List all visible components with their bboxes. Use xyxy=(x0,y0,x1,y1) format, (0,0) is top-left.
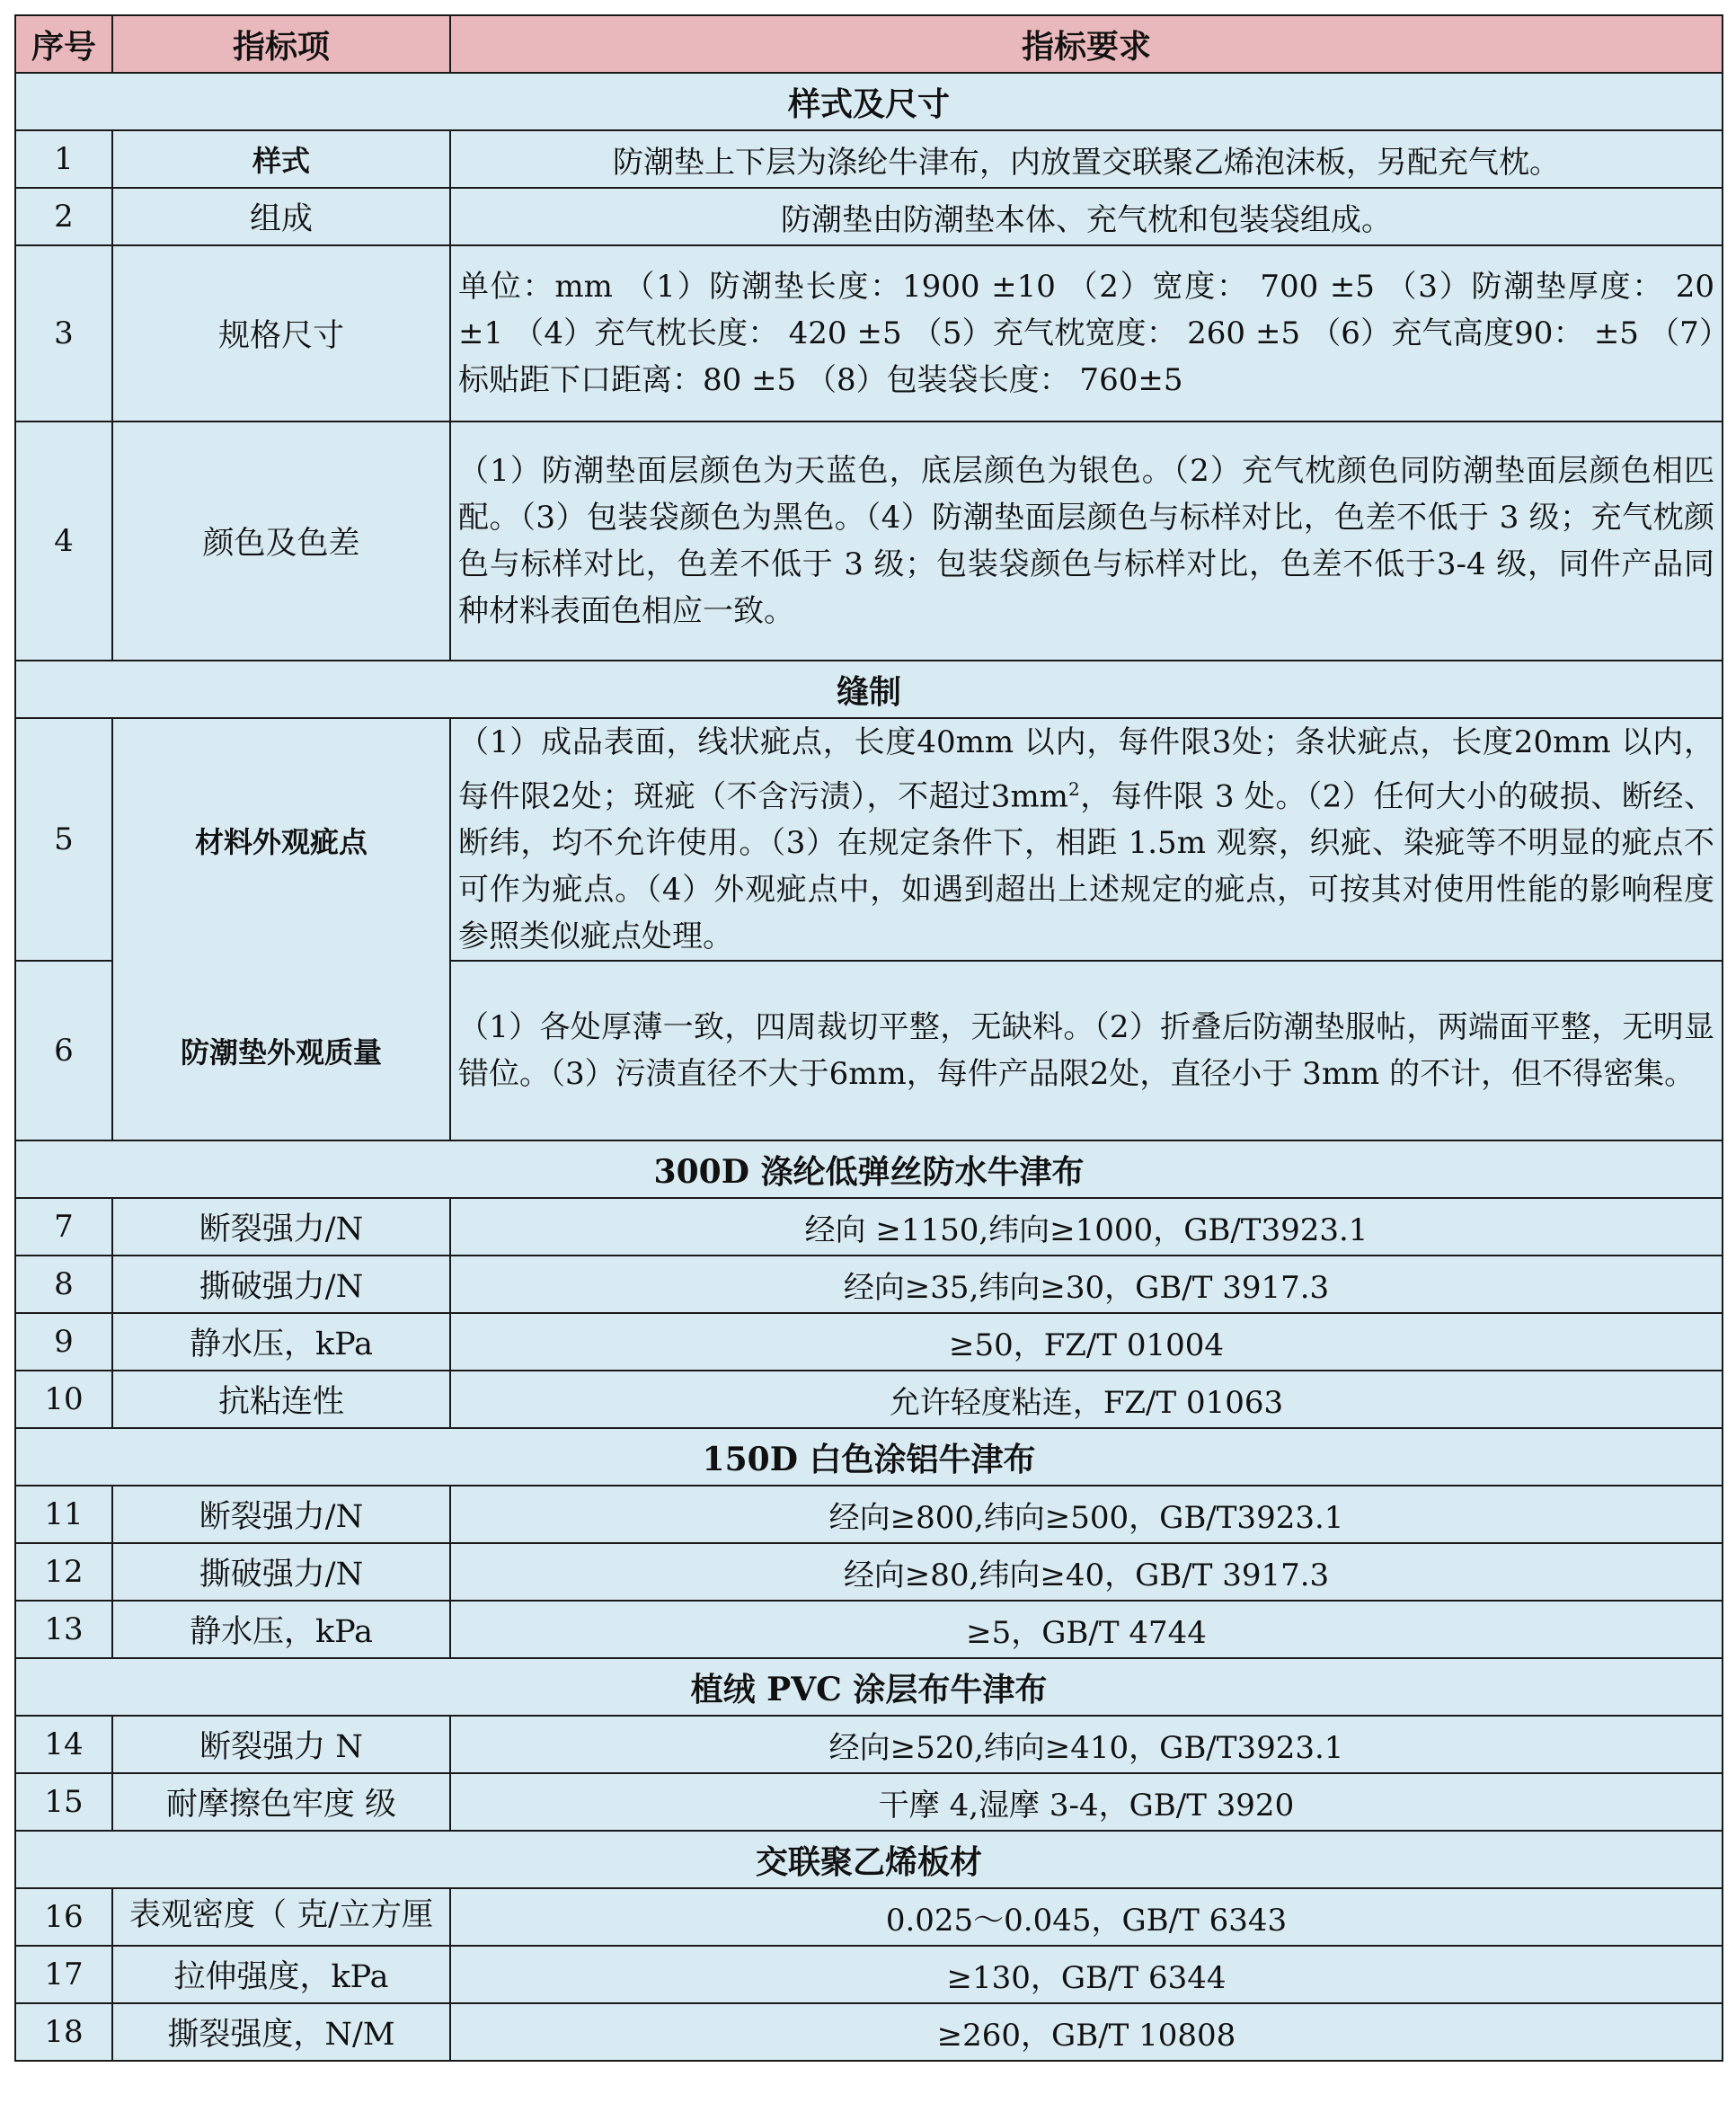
row-item xyxy=(112,1888,450,1946)
table-row xyxy=(15,245,1723,422)
table-row xyxy=(15,2003,1723,2061)
row-requirement: ≥130，GB/T 6344 xyxy=(450,1946,1723,2003)
row-requirement: 经向≥35,纬向≥30，GB/T 3917.3 xyxy=(450,1256,1723,1313)
row-item: 静水压，kPa xyxy=(112,1601,450,1658)
row-item: 撕破强力/N xyxy=(112,1256,450,1313)
row-item: 拉伸强度，kPa xyxy=(112,1946,450,2003)
row-item: 断裂强力 N xyxy=(112,1716,450,1773)
row-item: 断裂强力/N xyxy=(112,1198,450,1256)
row-item: 材料外观疵点 xyxy=(112,718,450,961)
table-row xyxy=(15,1946,1723,2003)
section-title-pvc-fabric: 植绒 PVC 涂层布牛津布 xyxy=(15,1658,1723,1716)
row-number: 11 xyxy=(15,1486,112,1543)
row-requirement: （1）防潮垫面层颜色为天蓝色，底层颜色为银色。（2）充气枕颜色同防潮垫面层颜色相匹配。（3）包装袋颜色为黑色。（4）防潮垫面层颜色与标样对比，色差不低于 3 级；充气枕颜色与标样对比，色差不低于 3 级；包装袋颜色与标样对比，色差不低于3-4 级，同件产品同种材料表面色相应一致。 xyxy=(450,422,1723,661)
row-requirement: 经向≥800,纬向≥500，GB/T3923.1 xyxy=(450,1486,1723,1543)
row-number: 4 xyxy=(15,422,112,661)
table-row xyxy=(15,1371,1723,1428)
table-row xyxy=(15,130,1723,188)
row-requirement: ≥260，GB/T 10808 xyxy=(450,2003,1723,2061)
row-number: 7 xyxy=(15,1198,112,1256)
section-row xyxy=(15,73,1723,130)
row-number: 3 xyxy=(15,245,112,422)
row-number: 15 xyxy=(15,1773,112,1831)
row-number: 5 xyxy=(15,718,112,961)
row-item: 规格尺寸 xyxy=(112,245,450,422)
row-item: 断裂强力/N xyxy=(112,1486,450,1543)
row-requirement: 防潮垫由防潮垫本体、充气枕和包装袋组成。 xyxy=(450,188,1723,245)
row-requirement xyxy=(450,718,1723,961)
table-row xyxy=(15,1198,1723,1256)
section-title-300d-fabric: 300D 涤纶低弹丝防水牛津布 xyxy=(15,1140,1723,1198)
row-number: 2 xyxy=(15,188,112,245)
section-title-150d-fabric: 150D 白色涂铝牛津布 xyxy=(15,1428,1723,1486)
row-number: 9 xyxy=(15,1313,112,1371)
section-row xyxy=(15,661,1723,718)
row-item: 组成 xyxy=(112,188,450,245)
table-row xyxy=(15,1543,1723,1601)
section-title-style-size: 样式及尺寸 xyxy=(15,73,1723,130)
section-row xyxy=(15,1428,1723,1486)
table-row xyxy=(15,188,1723,245)
table-row xyxy=(15,1716,1723,1773)
row-item: 防潮垫外观质量 xyxy=(112,961,450,1140)
table-row xyxy=(15,1256,1723,1313)
row-number: 6 xyxy=(15,961,112,1140)
row-requirement: 经向 ≥1150,纬向≥1000，GB/T3923.1 xyxy=(450,1198,1723,1256)
requirement-text: （1）成品表面，线状疵点，长度40mm 以内，每件限3处；条状疵点，长度20mm 以内，每件限2处；斑疵（不含污渍），不超过3mm xyxy=(458,724,1714,815)
row-number: 18 xyxy=(15,2003,112,2061)
row-item: 耐摩擦色牢度 级 xyxy=(112,1773,450,1831)
row-number: 13 xyxy=(15,1601,112,1658)
section-row xyxy=(15,1658,1723,1716)
spec-table xyxy=(14,14,1723,2062)
row-requirement: 允许轻度粘连，FZ/T 01063 xyxy=(450,1371,1723,1428)
row-item: 抗粘连性 xyxy=(112,1371,450,1428)
section-title-sewing: 缝制 xyxy=(15,661,1723,718)
row-item: 撕裂强度，N/M xyxy=(112,2003,450,2061)
row-number: 16 xyxy=(15,1888,112,1946)
requirement-text: ，每件限 3 处。（2）任何大小的破损、断经、断纬，均不允许使用。（3）在规定条件下，相距 1.5m 观察，织疵、染疵等不明显的疵点不可作为疵点。（4）外观疵点中，如遇到超出上述规定的疵点，可按其对使用性能的影响程度参照类似疵点处理。 xyxy=(458,778,1714,955)
section-row xyxy=(15,1831,1723,1888)
row-number: 10 xyxy=(15,1371,112,1428)
table-row xyxy=(15,1601,1723,1658)
row-requirement: 经向≥520,纬向≥410，GB/T3923.1 xyxy=(450,1716,1723,1773)
table-row xyxy=(15,1486,1723,1543)
row-requirement: ≥50，FZ/T 01004 xyxy=(450,1313,1723,1371)
header-row xyxy=(15,15,1723,73)
row-requirement: （1）各处厚薄一致，四周裁切平整，无缺料。（2）折叠后防潮垫服帖，两端面平整，无明显错位。（3）污渍直径不大于6mm，每件产品限2处，直径小于 3mm 的不计，但不得密集。 xyxy=(450,961,1723,1140)
row-number: 1 xyxy=(15,130,112,188)
row-number: 14 xyxy=(15,1716,112,1773)
row-item: 样式 xyxy=(112,130,450,188)
row-requirement: 经向≥80,纬向≥40，GB/T 3917.3 xyxy=(450,1543,1723,1601)
table-row xyxy=(15,1888,1723,1946)
row-number: 12 xyxy=(15,1543,112,1601)
row-item: 撕破强力/N xyxy=(112,1543,450,1601)
section-row xyxy=(15,1140,1723,1198)
superscript: 2 xyxy=(1067,778,1080,800)
header-item: 指标项 xyxy=(112,15,450,73)
table-row xyxy=(15,422,1723,661)
row-requirement: ≥5，GB/T 4744 xyxy=(450,1601,1723,1658)
table-row xyxy=(15,718,1723,961)
row-requirement: 防潮垫上下层为涤纶牛津布，内放置交联聚乙烯泡沫板，另配充气枕。 xyxy=(450,130,1723,188)
row-item: 颜色及色差 xyxy=(112,422,450,661)
row-requirement: 0.025～0.045，GB/T 6343 xyxy=(450,1888,1723,1946)
table-row xyxy=(15,1773,1723,1831)
header-requirement: 指标要求 xyxy=(450,15,1723,73)
table-row xyxy=(15,1313,1723,1371)
row-requirement: 干摩 4,湿摩 3-4，GB/T 3920 xyxy=(450,1773,1723,1831)
row-item-text: 表观密度（ 克/立方厘 xyxy=(129,1897,433,1934)
row-requirement: 单位：mm （1）防潮垫长度：1900 ±10 （2）宽度： 700 ±5 （3）防潮垫厚度： 20 ±1 （4）充气枕长度： 420 ±5 （5）充气枕宽度： 260 ±5 （6）充气高度90： ±5 （7）标贴距下口距离：80 ±5 （8）包装袋长度： 760±5 xyxy=(450,245,1723,422)
table-row xyxy=(15,961,1723,1140)
row-number: 17 xyxy=(15,1946,112,2003)
row-item: 静水压，kPa xyxy=(112,1313,450,1371)
section-title-pe-board: 交联聚乙烯板材 xyxy=(15,1831,1723,1888)
header-no: 序号 xyxy=(15,15,112,73)
row-number: 8 xyxy=(15,1256,112,1313)
